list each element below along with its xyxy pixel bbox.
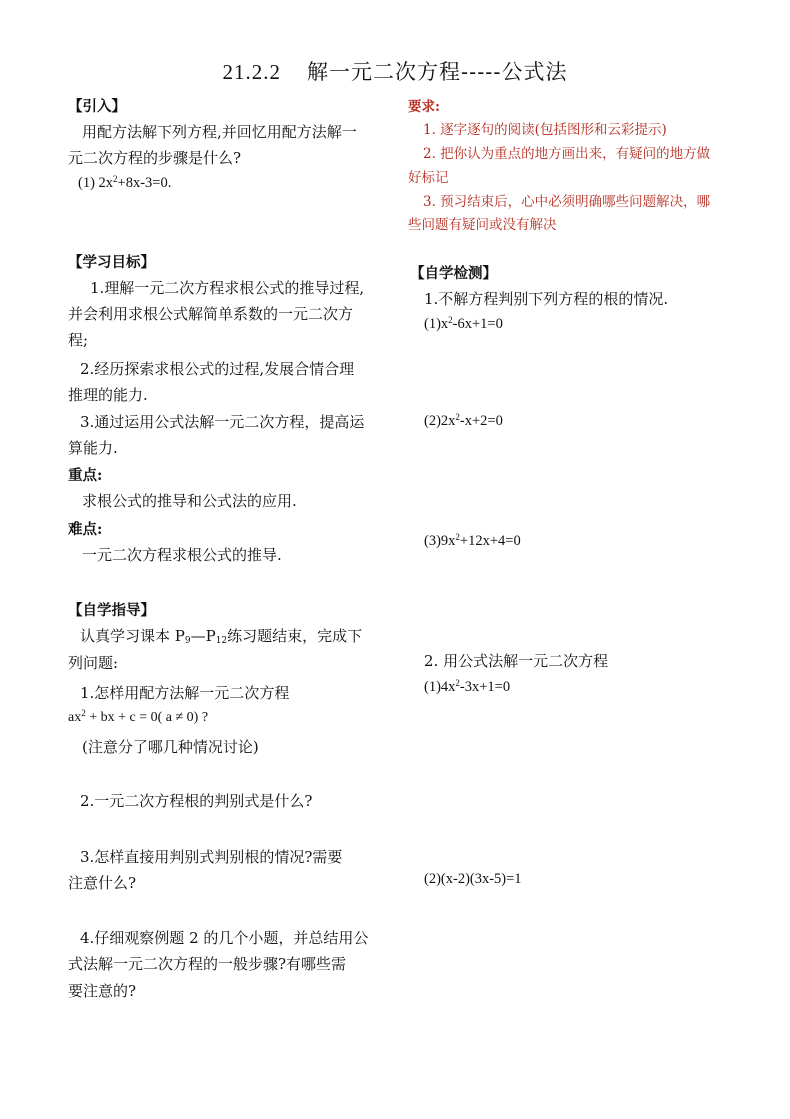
requirement-2a: 2. 把你认为重点的地方画出来，有疑问的地方做 <box>423 146 711 162</box>
self-check-equation-4: $(1)4x^2-3x+1=0$ <box>424 678 511 695</box>
self-check-equation-3: $(3)9x^2+12x+4=0$ <box>424 532 521 549</box>
self-check-question-2: 2. 用公式法解一元二次方程 <box>424 652 609 670</box>
intro-equation: (1) $2x^2+8x-3=0$. <box>78 174 172 191</box>
guide-question-3b: 注意什么? <box>68 874 137 892</box>
goal-2a: 2.经历探索求根公式的过程,发展合情合理 <box>80 360 355 378</box>
key-point-heading: 重点: <box>68 467 103 484</box>
guide-question-4c: 要注意的? <box>68 982 137 1000</box>
key-point-text: 求根公式的推导和公式法的应用. <box>82 492 297 510</box>
guide-line-1: 认真学习课本 $P_9—P_{12}$练习题结束，完成下 <box>80 627 363 646</box>
self-check-question-1: 1.不解方程判别下列方程的根的情况. <box>424 290 669 308</box>
guide-question-1: 1.怎样用配方法解一元二次方程 <box>80 684 290 702</box>
guide-question-2: 2.一元二次方程根的判别式是什么? <box>80 792 313 810</box>
requirement-3b: 些问题有疑问或没有解决 <box>408 217 557 233</box>
guide-note: (注意分了哪几种情况讨论) <box>82 738 259 756</box>
guide-question-4a: 4.仔细观察例题 2 的几个小题，并总结用公 <box>80 929 369 947</box>
goal-1a: 1.理解一元二次方程求根公式的推导过程, <box>90 279 365 297</box>
guide-formula: $ax^2$ + bx + c = 0( a ≠ 0) ? <box>68 708 209 725</box>
requirement-1: 1. 逐字逐句的阅读(包括图形和云彩提示) <box>423 122 667 138</box>
guide-question-4b: 式法解一元二次方程的一般步骤?有哪些需 <box>68 955 347 973</box>
guide-heading: 【自学指导】 <box>68 602 155 619</box>
goal-1c: 程; <box>68 331 89 349</box>
self-check-equation-5: (2)(x-2)(3x-5)=1 <box>424 871 522 887</box>
requirements-heading: 要求: <box>408 99 440 115</box>
guide-question-3a: 3.怎样直接用判别式判别根的情况?需要 <box>80 848 343 866</box>
goal-2b: 推理的能力. <box>68 386 148 404</box>
goals-heading: 【学习目标】 <box>68 254 155 271</box>
requirement-3a: 3. 预习结束后，心中必须明确哪些问题解决，哪 <box>423 194 711 210</box>
difficulty-heading: 难点: <box>68 521 103 538</box>
guide-line-2: 列问题: <box>68 654 119 672</box>
self-check-equation-1: $(1)x^2-6x+1=0$ <box>424 315 503 332</box>
requirement-2b: 好标记 <box>408 170 449 186</box>
title-text: 解一元二次方程-----公式法 <box>307 60 568 84</box>
self-check-equation-2: $(2)2x^2-x+2=0$ <box>424 412 503 429</box>
intro-line-2: 元二次方程的步骤是什么? <box>68 149 242 167</box>
intro-line-1: 用配方法解下列方程,并回忆用配方法解一 <box>82 123 357 141</box>
self-check-heading: 【自学检测】 <box>410 265 497 282</box>
goal-3b: 算能力. <box>68 439 118 457</box>
intro-heading: 【引入】 <box>68 98 126 115</box>
goal-1b: 并会利用求根公式解简单系数的一元二次方 <box>68 305 354 323</box>
page-title <box>0 56 790 86</box>
section-number: 21.2.2 <box>222 60 281 84</box>
difficulty-text: 一元二次方程求根公式的推导. <box>82 546 282 564</box>
goal-3a: 3.通过运用公式法解一元二次方程，提高运 <box>80 413 365 431</box>
